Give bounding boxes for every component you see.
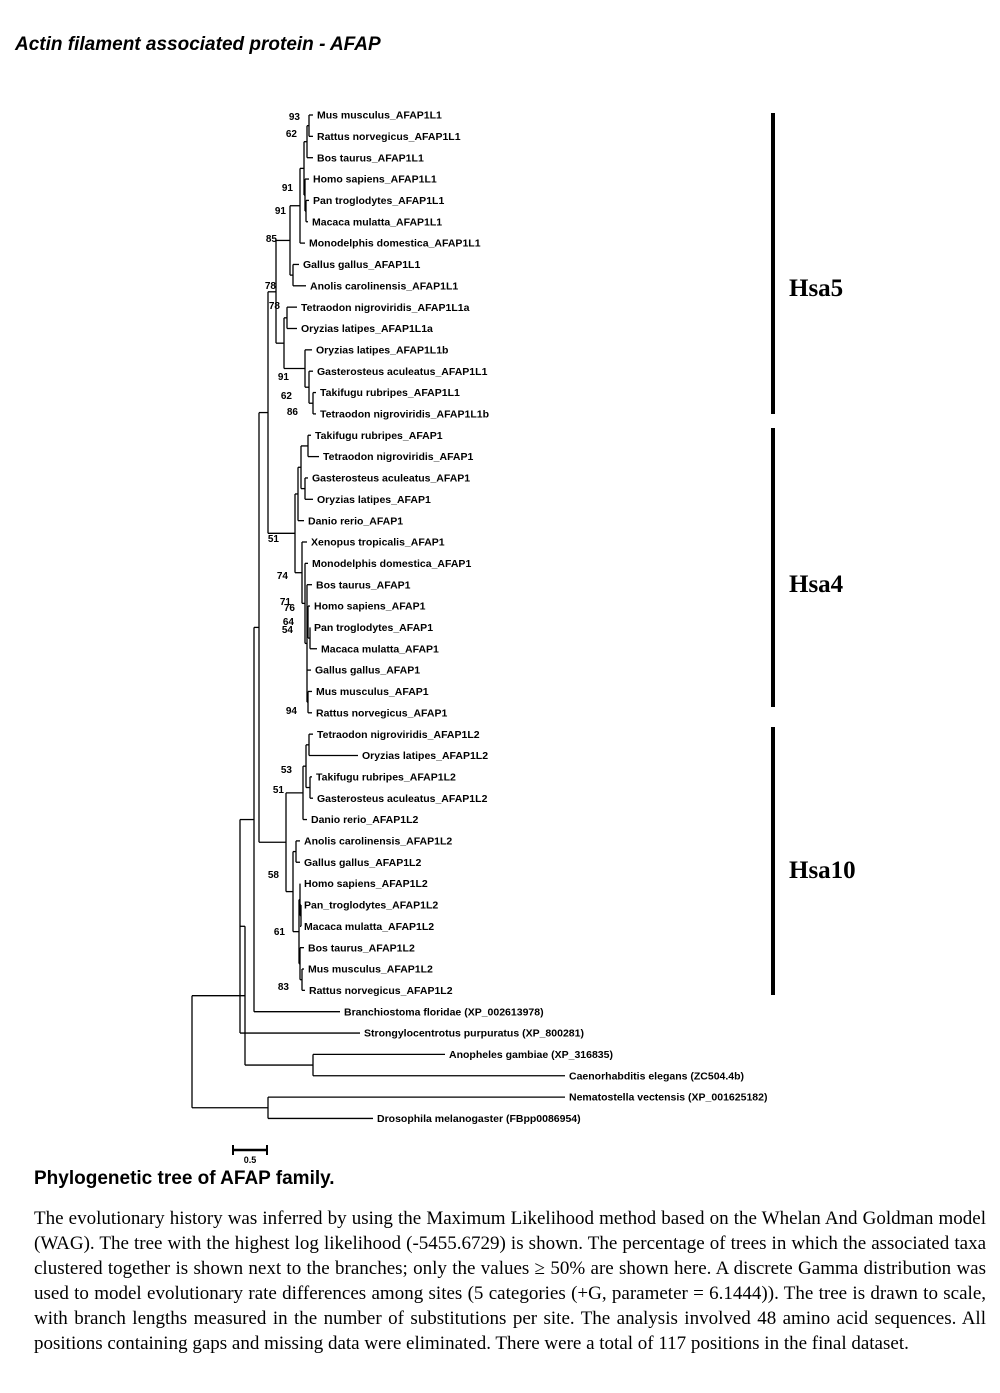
taxon-label-takifugu-rubripes-afap1: Takifugu rubripes_AFAP1 xyxy=(315,429,443,442)
taxon-label-bos-taurus-afap1l2: Bos taurus_AFAP1L2 xyxy=(308,942,415,955)
taxon-label-bos-taurus-afap1: Bos taurus_AFAP1 xyxy=(316,579,411,592)
taxon-label-strongylocentrotus-purpuratus-xp-800281: Strongylocentrotus purpuratus (XP_800281) xyxy=(364,1027,584,1040)
bootstrap-value: 51 xyxy=(267,534,279,545)
bootstrap-value: 85 xyxy=(265,234,277,245)
taxon-label-monodelphis-domestica-afap1: Monodelphis domestica_AFAP1 xyxy=(312,557,472,570)
taxon-label-tetraodon-nigroviridis-afap1l2: Tetraodon nigroviridis_AFAP1L2 xyxy=(317,728,480,741)
caption-body: The evolutionary history was inferred by using the Maximum Likelihood method based on the Whelan And Goldman model (WAG). The tree with the highest log likelihood (-5455.6729) is shown. The percentage of trees in which the associated taxa clustered together is shown next to the branches; only the values ≥ 50% are shown here. A discrete Gamma distribution was used to model evolutionary rate differences among sites (5 categories (+G, parameter = 6.1444)). The tree is drawn to scale, with branch lengths measured in the number of substitutions per site. The analysis involved 48 amino acid sequences. All positions containing gaps and missing data were eliminated. There were a total of 117 positions in the final dataset. xyxy=(34,1208,986,1354)
taxon-label-takifugu-rubripes-afap1l2: Takifugu rubripes_AFAP1L2 xyxy=(316,771,456,784)
bootstrap-value: 76 xyxy=(283,603,295,614)
bootstrap-value: 93 xyxy=(288,112,300,123)
taxon-label-bos-taurus-afap1l1: Bos taurus_AFAP1L1 xyxy=(317,152,424,165)
bootstrap-value: 53 xyxy=(280,765,292,776)
taxon-label-homo-sapiens-afap1l2: Homo sapiens_AFAP1L2 xyxy=(304,878,428,891)
clade-label-hsa10: Hsa10 xyxy=(789,857,856,884)
bootstrap-value: 91 xyxy=(277,372,289,383)
bootstrap-value: 86 xyxy=(286,407,298,418)
taxon-label-tetraodon-nigroviridis-afap1l1b: Tetraodon nigroviridis_AFAP1L1b xyxy=(320,408,489,421)
bootstrap-value: 58 xyxy=(267,870,279,881)
taxon-label-tetraodon-nigroviridis-afap1: Tetraodon nigroviridis_AFAP1 xyxy=(323,451,474,464)
taxon-label-homo-sapiens-afap1l1: Homo sapiens_AFAP1L1 xyxy=(313,173,437,186)
taxon-label-oryzias-latipes-afap1l1a: Oryzias latipes_AFAP1L1a xyxy=(301,323,433,336)
taxon-label-rattus-norvegicus-afap1l1: Rattus norvegicus_AFAP1L1 xyxy=(317,130,461,143)
clade-label-hsa5: Hsa5 xyxy=(789,275,844,302)
taxon-label-anolis-carolinensis-afap1l1: Anolis carolinensis_AFAP1L1 xyxy=(310,280,459,293)
taxon-label-gasterosteus-aculeatus-afap1l1: Gasterosteus aculeatus_AFAP1L1 xyxy=(317,365,488,378)
taxon-label-danio-rerio-afap1: Danio rerio_AFAP1 xyxy=(308,515,404,528)
taxon-label-drosophila-melanogaster-fbpp0086954: Drosophila melanogaster (FBpp0086954) xyxy=(377,1113,581,1126)
caption-heading: Phylogenetic tree of AFAP family. xyxy=(34,1168,335,1189)
taxon-label-pan-troglodytes-afap1l1: Pan troglodytes_AFAP1L1 xyxy=(313,195,445,207)
taxon-label-gallus-gallus-afap1: Gallus gallus_AFAP1 xyxy=(315,664,421,677)
taxon-label-pan-troglodytes-afap1l2: Pan_troglodytes_AFAP1L2 xyxy=(304,899,439,912)
taxon-label-oryzias-latipes-afap1l1b: Oryzias latipes_AFAP1L1b xyxy=(316,344,449,357)
clade-label-hsa4: Hsa4 xyxy=(789,571,844,598)
taxon-label-oryzias-latipes-afap1l2: Oryzias latipes_AFAP1L2 xyxy=(362,750,489,763)
taxon-label-caenorhabditis-elegans-zc504-4b: Caenorhabditis elegans (ZC504.4b) xyxy=(569,1070,745,1083)
taxon-label-rattus-norvegicus-afap1l2: Rattus norvegicus_AFAP1L2 xyxy=(309,984,453,997)
bootstrap-value: 83 xyxy=(277,982,289,993)
taxon-label-gasterosteus-aculeatus-afap1: Gasterosteus aculeatus_AFAP1 xyxy=(312,472,471,485)
taxon-label-anopheles-gambiae-xp-316835: Anopheles gambiae (XP_316835) xyxy=(449,1049,613,1061)
taxon-label-macaca-mulatta-afap1: Macaca mulatta_AFAP1 xyxy=(321,643,439,656)
clade-brackets xyxy=(773,113,856,995)
taxon-labels xyxy=(301,110,767,1125)
bootstrap-value: 64 xyxy=(282,617,294,628)
taxon-label-mus-musculus-afap1: Mus musculus_AFAP1 xyxy=(316,686,429,699)
bootstrap-value: 54 xyxy=(281,625,293,636)
taxon-label-danio-rerio-afap1l2: Danio rerio_AFAP1L2 xyxy=(311,814,419,827)
taxon-label-gallus-gallus-afap1l1: Gallus gallus_AFAP1L1 xyxy=(303,259,421,272)
taxon-label-tetraodon-nigroviridis-afap1l1a: Tetraodon nigroviridis_AFAP1L1a xyxy=(301,301,470,314)
taxon-label-mus-musculus-afap1l1: Mus musculus_AFAP1L1 xyxy=(317,109,442,122)
bootstrap-value: 61 xyxy=(273,927,285,938)
taxon-label-nematostella-vectensis-xp-001625182: Nematostella vectensis (XP_001625182) xyxy=(569,1091,768,1104)
bootstrap-value: 71 xyxy=(279,597,291,608)
scale-bar xyxy=(233,1145,267,1165)
bootstrap-value: 94 xyxy=(285,706,297,717)
taxon-label-monodelphis-domestica-afap1l1: Monodelphis domestica_AFAP1L1 xyxy=(309,237,481,250)
bootstrap-value: 74 xyxy=(276,571,288,582)
taxon-label-takifugu-rubripes-afap1l1: Takifugu rubripes_AFAP1L1 xyxy=(320,387,460,400)
taxon-label-mus-musculus-afap1l2: Mus musculus_AFAP1L2 xyxy=(308,963,433,976)
taxon-label-branchiostoma-floridae-xp-002613978: Branchiostoma floridae (XP_002613978) xyxy=(344,1006,544,1019)
taxon-label-anolis-carolinensis-afap1l2: Anolis carolinensis_AFAP1L2 xyxy=(304,835,453,848)
bootstrap-value: 91 xyxy=(274,206,286,217)
taxon-label-oryzias-latipes-afap1: Oryzias latipes_AFAP1 xyxy=(317,493,431,506)
taxon-label-macaca-mulatta-afap1l1: Macaca mulatta_AFAP1L1 xyxy=(312,216,443,229)
bootstrap-value: 78 xyxy=(264,281,276,292)
bootstrap-value: 51 xyxy=(272,785,284,796)
taxon-label-rattus-norvegicus-afap1: Rattus norvegicus_AFAP1 xyxy=(316,707,448,720)
taxon-label-xenopus-tropicalis-afap1: Xenopus tropicalis_AFAP1 xyxy=(311,536,445,549)
taxon-label-macaca-mulatta-afap1l2: Macaca mulatta_AFAP1L2 xyxy=(304,920,435,933)
taxon-label-gallus-gallus-afap1l2: Gallus gallus_AFAP1L2 xyxy=(304,856,422,869)
page-title: Actin filament associated protein - AFAP xyxy=(15,34,381,55)
taxon-label-gasterosteus-aculeatus-afap1l2: Gasterosteus aculeatus_AFAP1L2 xyxy=(317,792,488,805)
bootstrap-value: 91 xyxy=(281,183,293,194)
scale-bar-label: 0.5 xyxy=(243,1155,257,1165)
taxon-label-pan-troglodytes-afap1: Pan troglodytes_AFAP1 xyxy=(314,622,434,634)
bootstrap-value: 78 xyxy=(268,301,280,312)
taxon-label-homo-sapiens-afap1: Homo sapiens_AFAP1 xyxy=(314,600,426,613)
bootstrap-value: 62 xyxy=(280,391,292,402)
bootstrap-value: 62 xyxy=(285,129,297,140)
